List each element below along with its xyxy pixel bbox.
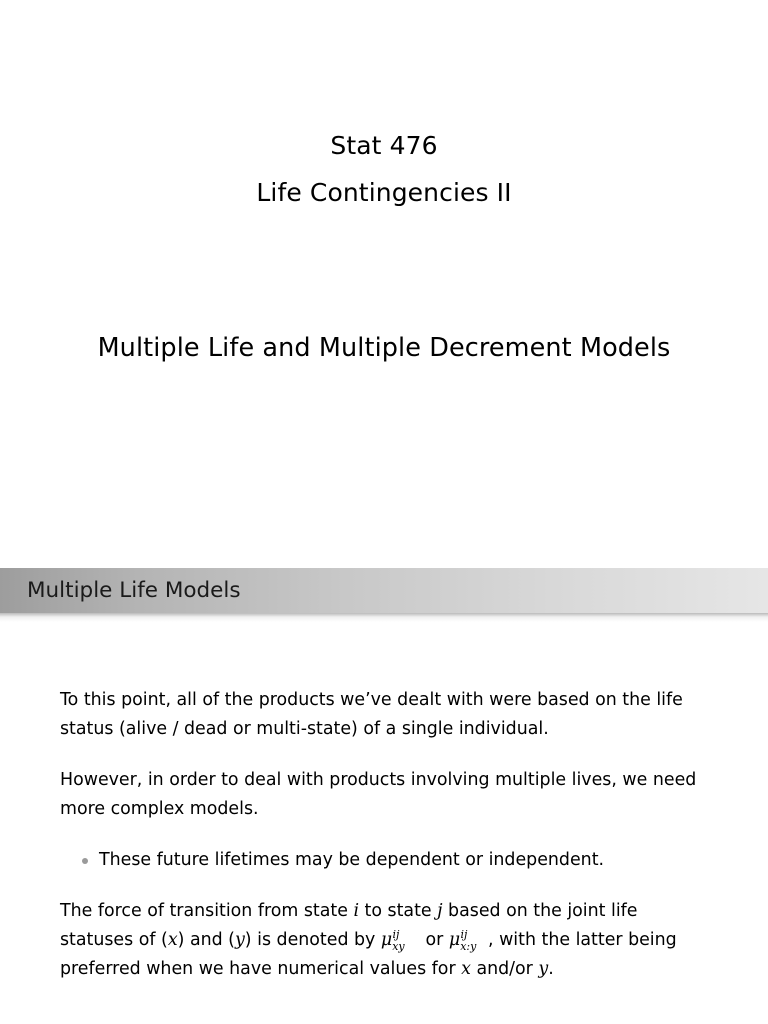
mu-subscript: xy [392, 940, 405, 954]
math-variable-j: j [437, 901, 443, 921]
math-symbol-mu-x-y [449, 926, 488, 955]
math-variable-x-2: x [461, 959, 471, 979]
text-run: The force of transition from state [60, 901, 354, 921]
text-run: ) and ( [177, 930, 235, 950]
course-number: Stat 476 [330, 131, 438, 160]
title-slide [0, 0, 768, 363]
text-run: based on the joint life statuses of ( [60, 901, 638, 950]
section-header-label: Multiple Life Models [27, 578, 241, 603]
body-paragraph-3 [60, 897, 712, 984]
text-run: or [420, 930, 449, 950]
text-run: and/or [470, 959, 539, 979]
math-variable-x: x [167, 930, 178, 950]
text-run: ) is denoted by [244, 930, 381, 950]
mu-base: μ [448, 930, 461, 950]
body-paragraph-2: However, in order to deal with products involving multiple lives, we need more complex models. [60, 770, 697, 819]
mu-scripts [392, 927, 420, 954]
page-title: Multiple Life and Multiple Decrement Models [97, 333, 671, 363]
section-header-shadow [0, 613, 768, 622]
course-name: Life Contingencies II [256, 178, 512, 207]
slide-body [60, 686, 712, 984]
text-run: to state [359, 901, 438, 921]
math-variable-i: i [353, 901, 360, 921]
mu-scripts [460, 927, 488, 954]
body-paragraph-1: To this point, all of the products we’ve dealt with were based on the life status (alive / dead or multi-state) of a single individual. [60, 690, 683, 739]
math-variable-y: y [234, 930, 245, 950]
mu-subscript: x:y [460, 940, 477, 954]
math-symbol-mu-xy [381, 926, 420, 955]
section-header [0, 568, 768, 622]
mu-superscript: ij [460, 927, 468, 941]
text-run: , with the latter being preferred when we have numerical values for [60, 930, 677, 979]
mu-superscript: ij [392, 927, 400, 941]
list-item-label: These future lifetimes may be dependent or independent. [99, 850, 605, 870]
text-run: . [548, 959, 554, 979]
mu-base: μ [380, 930, 393, 950]
section-header-bar [0, 568, 768, 613]
math-variable-y-2: y [538, 959, 549, 979]
bullet-dot-icon [82, 858, 88, 864]
list-item [82, 846, 712, 875]
